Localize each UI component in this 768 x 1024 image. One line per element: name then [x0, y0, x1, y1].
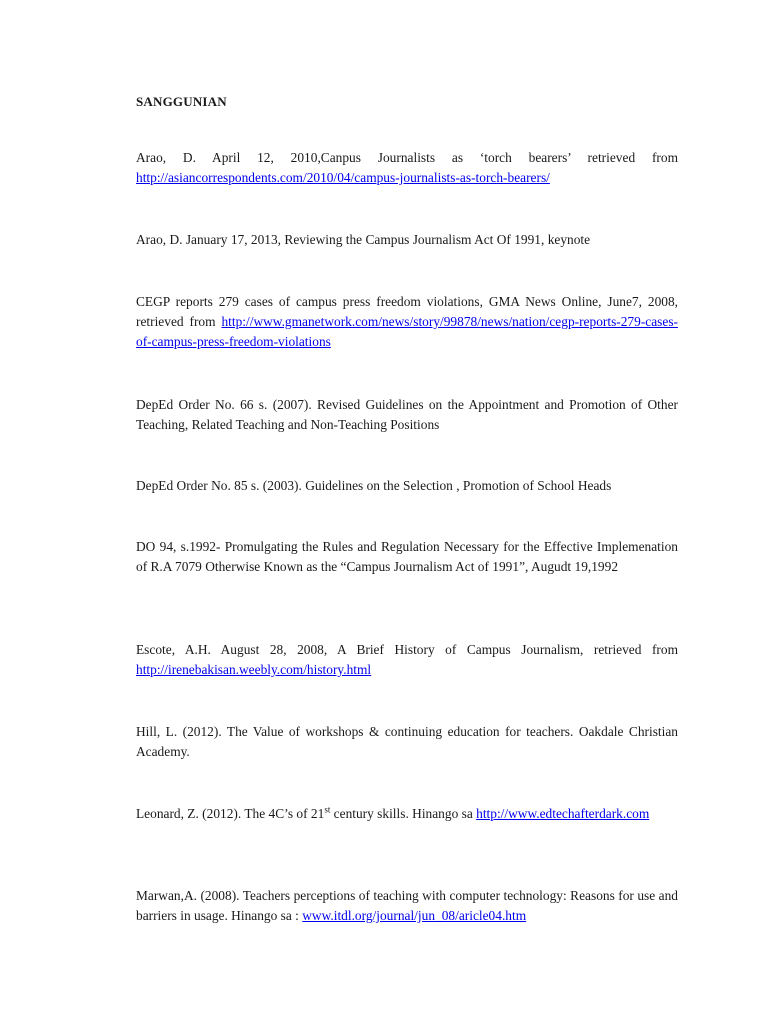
reference-text: Escote, A.H. August 28, 2008, A Brief History of Campus Journalism, retrieved from — [136, 642, 678, 657]
reference-entry — [136, 722, 678, 762]
reference-text: Arao, D. January 17, 2013, Reviewing the Campus Journalism Act Of 1991, keynote — [136, 232, 591, 247]
reference-text: DO 94, s.1992- Promulgating the Rules and Regulation Necessary for the Effective Implemenation of R.A 7079 Otherwise Known as the “Campus Journalism Act of 1991”, Augudt 19,1992 — [136, 539, 678, 574]
reference-entry — [136, 292, 678, 352]
reference-text: Leonard, Z. (2012). The 4C’s of 21 — [136, 806, 325, 821]
reference-link[interactable]: http://irenebakisan.weebly.com/history.html — [136, 662, 372, 677]
reference-text: Arao, D. April 12, 2010,Canpus Journalists as ‘torch bearers’ retrieved from — [136, 150, 678, 165]
reference-text: Marwan,A. (2008). Teachers perceptions of teaching with computer technology: Reasons for use and barriers in usage. Hinango sa : — [136, 888, 678, 923]
reference-entry — [136, 148, 678, 188]
reference-link[interactable]: http://www.edtechafterdark.com — [476, 806, 650, 821]
reference-text: DepEd Order No. 66 s. (2007). Revised Guidelines on the Appointment and Promotion of Other Teaching, Related Teaching and Non-Teaching Positions — [136, 397, 678, 432]
reference-text: Hill, L. (2012). The Value of workshops & continuing education for teachers. Oakdale Christian Academy. — [136, 724, 678, 759]
reference-link[interactable]: http://www.gmanetwork.com/news/story/99878/news/nation/cegp-reports-279-cases-of-campus-press-freedom-violations — [136, 314, 678, 349]
reference-entry — [136, 395, 678, 435]
reference-entry — [136, 640, 678, 680]
reference-entry — [136, 537, 678, 577]
reference-entry — [136, 886, 678, 926]
ordinal-suffix: st — [324, 804, 331, 815]
reference-link[interactable]: http://asiancorrespondents.com/2010/04/campus-journalists-as-torch-bearers/ — [136, 170, 550, 185]
reference-entry — [136, 230, 678, 250]
reference-entry — [136, 804, 678, 824]
reference-text: DepEd Order No. 85 s. (2003). Guidelines on the Selection , Promotion of School Heads — [136, 478, 612, 493]
page-title: SANGGUNIAN — [136, 94, 227, 109]
reference-text: century skills. Hinango sa — [330, 806, 477, 821]
reference-link[interactable]: www.itdl.org/journal/jun_08/aricle04.htm — [302, 908, 527, 923]
reference-entry — [136, 476, 678, 496]
reference-text: CEGP reports 279 cases of campus press freedom violations, GMA News Online, June7, 2008, retrieved from — [136, 294, 678, 329]
